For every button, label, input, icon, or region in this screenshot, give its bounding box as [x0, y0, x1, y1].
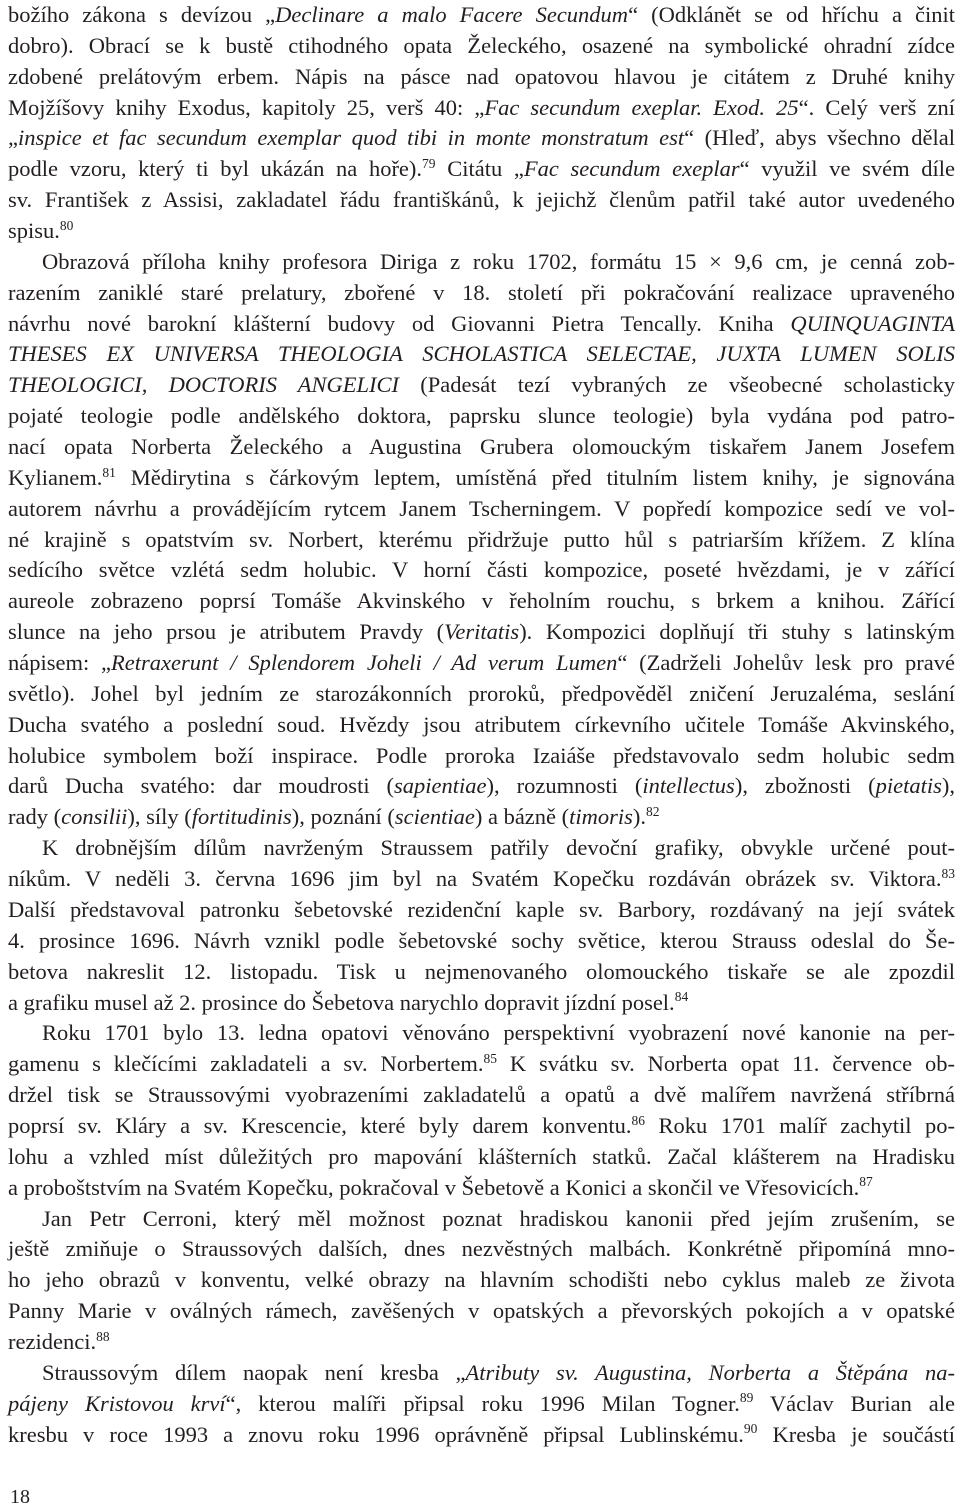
italic-text: QUINQUAGINTA [790, 310, 955, 336]
text-line [8, 648, 955, 679]
body-text [8, 0, 955, 1450]
text-run: ještě zmiňuje o Straussových dalších, dnes nezvěstných malbách. Konkrétně připomíná mno- [8, 1236, 955, 1262]
text-run: nápisem: „ [8, 650, 112, 676]
footnote-ref: 83 [941, 865, 955, 881]
text-run: Ducha svatého a poslední soud. Hvězdy jsou atributem církevního učitele Tomáše Akvinského, [8, 711, 955, 737]
text-run: níkům. V neděli 3. června 1696 jim byl na Svatém Kopečku rozdáván obrázek sv. Viktora. [8, 866, 942, 892]
text-run: razením zaniklé staré prelatury, zbořené v 18. století při pokračování realizace upraveného [8, 279, 955, 305]
line-text [8, 650, 955, 675]
italic-text: Atributy sv. Augustina, Norberta a Štěpána na- [465, 1359, 955, 1385]
line-text [8, 1329, 110, 1354]
footnote-ref: 89 [739, 1390, 754, 1406]
text-run: Václav Burian ale [753, 1390, 956, 1416]
text-line [8, 247, 955, 278]
italic-text: THESES EX UNIVERSA THEOLOGIA SCHOLASTICA SELECTAE, JUXTA LUMEN SOLIS [8, 341, 955, 367]
text-run: a proboštstvím na Svatém Kopečku, pokračoval v Šebetově a Konici a skončil ve Vřesovicích. [8, 1174, 860, 1200]
text-line [8, 679, 955, 710]
text-line [8, 1234, 955, 1265]
text-run: rady ( [8, 804, 62, 830]
text-line [8, 555, 955, 586]
line-text [8, 619, 955, 644]
line-text [8, 928, 955, 953]
text-run: Mojžíšovy knihy Exodus, kapitoly 25, verš 40: „ [8, 94, 485, 120]
footnote-ref: 80 [59, 217, 74, 233]
text-run: držel tisk se Straussovými vyobrazeními zakladatelů a opatů a dvě malířem navržená stříbrná [8, 1082, 955, 1108]
text-run: betova nakreslit 12. listopadu. Tisk u nejmenovaného olomouckého tiskaře se ale zpozdil [8, 958, 955, 984]
text-run: Mědirytina s čárkovým leptem, umístěná před titulním listem knihy, je signována [115, 464, 955, 490]
line-text [8, 125, 955, 150]
paragraph [8, 1018, 955, 1203]
text-line [8, 93, 955, 124]
text-run: božího zákona s devízou „ [8, 2, 276, 27]
line-text [8, 156, 955, 181]
footnote-ref: 86 [631, 1112, 645, 1128]
text-run: pojaté teologie podle andělského doktora, paprsku slunce teologie) byla vydána pod patro- [8, 403, 955, 429]
text-line [8, 802, 955, 833]
line-text [8, 341, 955, 366]
text-line [8, 62, 955, 93]
italic-text: inspice et fac secundum exemplar quod tibi in monte monstratum est [18, 125, 685, 151]
text-line [8, 494, 955, 525]
text-run: lohu a vzhled míst důležitých pro mapování klášterních statků. Začal klášterem na Hradisku [8, 1143, 955, 1169]
text-line [8, 1296, 955, 1327]
line-text [42, 1360, 955, 1385]
footnote-ref: 81 [102, 464, 116, 480]
text-run: “, kterou malíři připsal roku 1996 Milan Togner. [225, 1390, 740, 1416]
italic-text: pietatis [875, 773, 942, 799]
text-line [8, 525, 955, 556]
text-run: Další představoval patronku šebetovské rezidenční kaple sv. Barbory, rozdávaný na její svátek [8, 896, 955, 922]
line-text [8, 2, 955, 27]
line-text [8, 866, 955, 891]
text-line [8, 31, 955, 62]
line-text [8, 804, 660, 829]
line-text [8, 95, 955, 120]
italic-text: Declinare a malo Facere Secundum [275, 2, 629, 27]
line-text [8, 712, 955, 737]
line-text [8, 280, 955, 305]
text-line [8, 1142, 955, 1173]
text-run: “ (Zadrželi Johelův lesk pro pravé [617, 650, 956, 676]
line-text [8, 64, 955, 89]
text-line [8, 1080, 955, 1111]
italic-text: fortitudinis [191, 804, 292, 830]
text-line [8, 1018, 955, 1049]
text-run: holubice symbolem boží inspirace. Podle proroka Izaiáše představovalo sedm holubic sedm [8, 742, 955, 768]
text-run: Roku 1701 malíř zachytil po- [645, 1112, 955, 1138]
footnote-ref: 88 [96, 1328, 110, 1344]
paragraph [8, 833, 955, 1018]
text-line [8, 278, 955, 309]
text-run: K svátku sv. Norberta opat 11. července ob- [497, 1051, 955, 1077]
page-number: 18 [10, 1486, 30, 1508]
text-run: 4. prosince 1696. Návrh vznikl podle šebetovské sochy světice, kterou Strauss odeslal do Še- [8, 927, 955, 953]
italic-text: Fac secundum exeplar. Exod. 25 [484, 94, 799, 120]
italic-text: Retraxerunt / Splendorem Joheli / Ad verum Lumen [111, 650, 618, 676]
line-text [8, 434, 955, 459]
text-line [8, 710, 955, 741]
text-run: ), zbožnosti ( [734, 773, 876, 799]
line-text [8, 588, 955, 613]
text-line [8, 771, 955, 802]
text-run: “. Celý verš zní [798, 94, 955, 120]
line-text [8, 897, 955, 922]
footnote-ref: 79 [422, 155, 436, 171]
text-line [8, 401, 955, 432]
text-run: spisu. [8, 218, 60, 244]
paragraph [8, 1358, 955, 1451]
line-text [8, 1298, 955, 1323]
line-text [8, 681, 955, 706]
text-line [8, 741, 955, 772]
line-text [8, 403, 955, 428]
text-line [8, 154, 955, 185]
paragraph [8, 0, 955, 247]
text-run: Kresba je součástí [757, 1421, 955, 1447]
footnote-ref: 90 [743, 1421, 758, 1437]
footnote-ref: 82 [646, 803, 660, 819]
text-line [8, 1204, 955, 1235]
text-run: ), poznání ( [291, 804, 395, 830]
text-run: K drobnějším dílům navrženým Straussem patřily devoční grafiky, obvykle určené pout- [42, 835, 955, 861]
text-run: “ (Hleď, abys všechno dělal [684, 125, 955, 151]
text-run: ) a bázně ( [474, 804, 570, 830]
line-text [42, 1206, 955, 1231]
line-text [8, 1391, 955, 1416]
paragraph [8, 1204, 955, 1358]
line-text [8, 1113, 955, 1138]
italic-text: scientiae [394, 804, 475, 830]
text-run: ). [632, 804, 647, 830]
italic-text: Veritatis [444, 619, 520, 645]
text-run: gamenu s klečícími zakladateli a sv. Norbertem. [8, 1051, 484, 1077]
text-run: sedícího světce vzlétá sedm holubic. V horní části kompozice, poseté hvězdami, je v zářící [8, 557, 955, 583]
line-text [8, 372, 955, 397]
text-line [8, 432, 955, 463]
text-run: Obrazová příloha knihy profesora Diriga z roku 1702, formátu 15 × 9,6 cm, je cenná zob- [42, 248, 955, 274]
italic-text: timoris [569, 804, 633, 830]
italic-text: pájeny Kristovou krví [8, 1390, 226, 1416]
line-text [8, 557, 955, 582]
italic-text: Fac secundum exeplar [523, 156, 740, 182]
text-run: Roku 1701 bylo 13. ledna opatovi věnováno perspektivní vyobrazení nové kanonie na per- [42, 1020, 955, 1046]
text-line [8, 926, 955, 957]
text-run: Jan Petr Cerroni, který měl možnost poznat hradiskou kanonii před jejím zrušením, se [42, 1205, 955, 1231]
line-text [8, 465, 955, 490]
footnote-ref: 87 [859, 1174, 873, 1190]
text-run: (Padesát tezí vybraných ze všeobecné scholasticky [399, 372, 955, 398]
text-run: zdobené prelátovým erbem. Nápis na pásce nad opatovou hlavou je citátem z Druhé knihy [8, 63, 955, 89]
text-line [8, 370, 955, 401]
text-line [8, 1265, 955, 1296]
text-line [8, 123, 955, 154]
line-text [8, 1082, 955, 1107]
text-run: podle vzoru, který ti byl ukázán na hoře). [8, 156, 423, 182]
text-line [8, 833, 955, 864]
text-run: autorem návrhu a provádějícím rytcem Janem Tscherningem. V popředí kompozice sedí ve vol- [8, 495, 955, 521]
text-run: “ (Odklánět se od hříchu a činit [628, 2, 956, 27]
line-text [8, 218, 73, 243]
text-run: rezidenci. [8, 1328, 97, 1354]
text-run: ), [941, 773, 955, 799]
line-text [42, 835, 955, 860]
text-line [8, 1358, 955, 1389]
text-run: světlo). Johel byl jedním ze starozákonních proroků, předpověděl zničení Jeruzaléma, seslání [8, 680, 955, 706]
text-run: „ [8, 125, 18, 151]
text-run: ho jeho obrazů v konventu, velké obrazy na hlavním schodišti nebo cyklus maleb ze života [8, 1267, 955, 1293]
paragraph [8, 247, 955, 833]
footnote-ref: 84 [674, 989, 689, 1005]
text-run: ), rozumnosti ( [486, 773, 643, 799]
italic-text: sapientiae [394, 773, 487, 799]
footnote-ref: 85 [483, 1050, 498, 1066]
text-line [8, 0, 955, 31]
text-run: Citátu „ [435, 156, 524, 182]
text-run: návrhu nové barokní klášterní budovy od Giovanni Pietra Tencally. Kniha [8, 310, 791, 336]
text-line [8, 1049, 955, 1080]
line-text [8, 1175, 873, 1200]
text-line [8, 1327, 955, 1358]
text-run: dobro). Obrací se k bustě ctihodného opata Želeckého, osazené na symbolické ohradní zídce [8, 32, 955, 58]
text-line [8, 957, 955, 988]
text-run: né krajině s opatstvím sv. Norbert, kterému přidržuje putto hůl s patriarším křížem. Z klína [8, 526, 955, 552]
text-run: aureole zobrazeno poprsí Tomáše Akvinského v řeholním rouchu, s brkem a knihou. Zářící [8, 588, 955, 614]
line-text [8, 33, 955, 58]
text-run: nací opata Norberta Želeckého a Augustina Grubera olomouckým tiskařem Janem Josefem [8, 434, 955, 460]
text-run: Kylianem. [8, 464, 103, 490]
text-run: a grafiku musel až 2. prosince do Šebetova narychlo dopravit jízdní posel. [8, 989, 675, 1015]
line-text [8, 1422, 955, 1447]
text-run: Panny Marie v oválných rámech, zavěšených v opatských a převorských pokojích a v opatské [8, 1298, 955, 1324]
text-run: ). Kompozici doplňují tři stuhy s latinským [519, 619, 955, 645]
line-text [42, 249, 955, 274]
line-text [8, 743, 955, 768]
line-text [8, 1236, 955, 1261]
text-line [8, 1420, 955, 1451]
text-line [8, 895, 955, 926]
line-text [8, 773, 955, 798]
text-run: “ využil ve svém díle [739, 156, 956, 182]
text-run: ), síly ( [127, 804, 192, 830]
text-run: sv. František z Assisi, zakladatel řádu františkánů, k jejichž členům patřil také autor uvedeného [8, 187, 955, 213]
text-run: darů Ducha svatého: dar moudrosti ( [8, 773, 395, 799]
line-text [8, 1267, 955, 1292]
line-text [8, 311, 955, 336]
line-text [8, 527, 955, 552]
line-text [8, 1144, 955, 1169]
text-line [8, 1173, 955, 1204]
line-text [42, 1020, 955, 1045]
text-run: poprsí sv. Kláry a sv. Krescencie, které byly darem konventu. [8, 1112, 632, 1138]
text-line [8, 1389, 955, 1420]
text-line [8, 864, 955, 895]
italic-text: consilii [61, 804, 128, 830]
text-line [8, 309, 955, 340]
text-line [8, 339, 955, 370]
text-line [8, 586, 955, 617]
text-line [8, 617, 955, 648]
italic-text: THEOLOGICI, DOCTORIS ANGELICI [8, 372, 400, 398]
italic-text: intellectus [642, 773, 735, 799]
text-line [8, 1111, 955, 1142]
line-text [8, 1051, 955, 1076]
text-run: Straussovým dílem naopak není kresba „ [42, 1359, 466, 1385]
line-text [8, 187, 955, 212]
text-line [8, 988, 955, 1019]
text-run: slunce na jeho prsou je atributem Pravdy ( [8, 619, 445, 645]
text-line [8, 185, 955, 216]
line-text [8, 959, 955, 984]
text-line [8, 216, 955, 247]
text-line [8, 463, 955, 494]
text-run: kresbu v roce 1993 a znovu roku 1996 oprávněně připsal Lublinskému. [8, 1421, 744, 1447]
line-text [8, 496, 955, 521]
line-text [8, 990, 688, 1015]
